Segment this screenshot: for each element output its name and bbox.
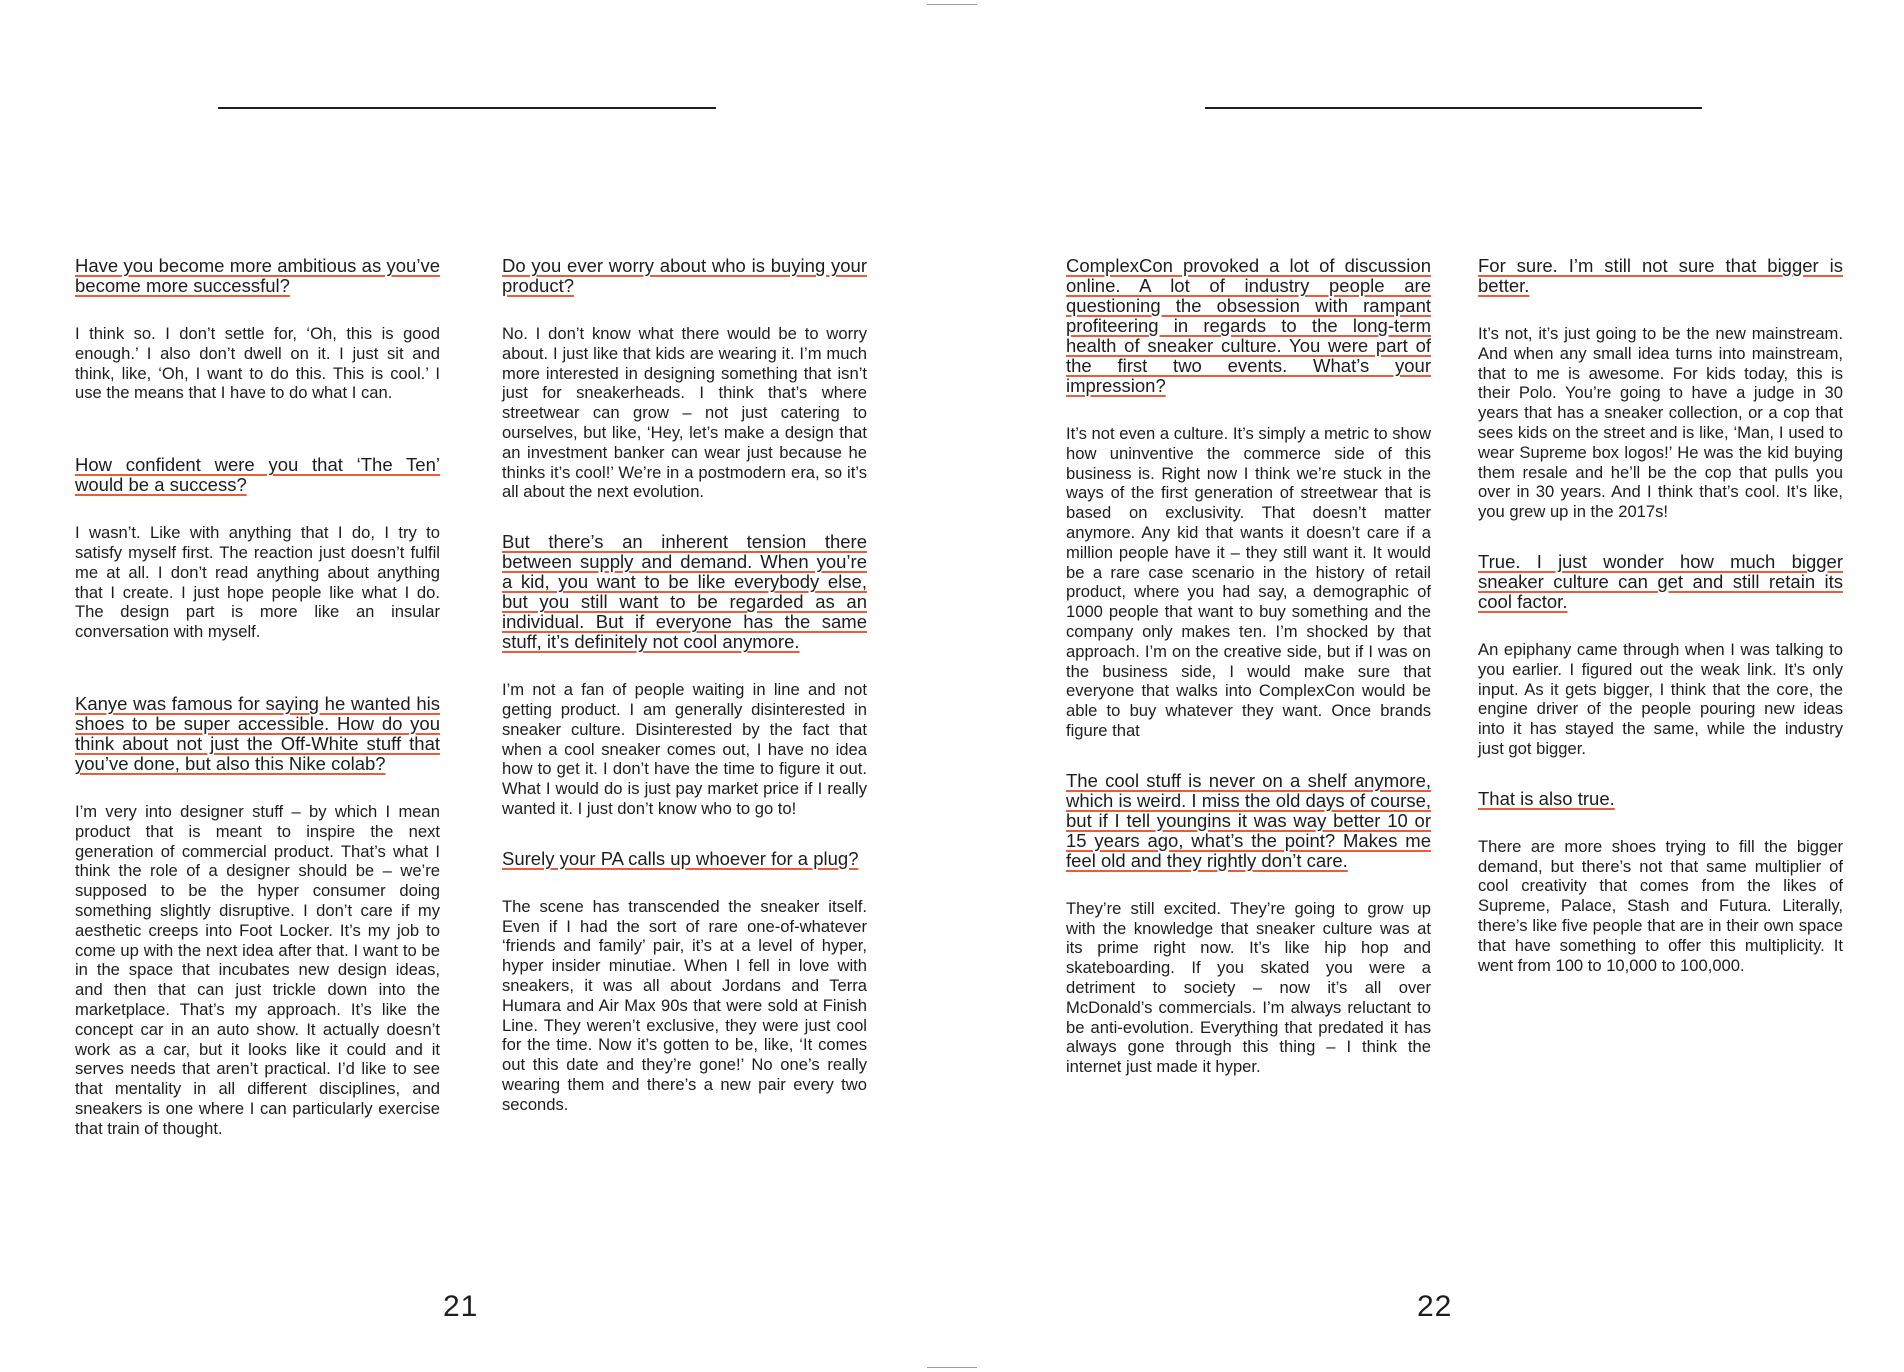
interview-question: Have you become more ambitious as you’ve become more successful? — [75, 255, 440, 296]
interview-question: ComplexCon provoked a lot of discussion online. A lot of industry people are questioning the obsession with rampant profiteering in regards to the long-term health of sneaker culture. You were part of the first two events. What’s your impression? — [1066, 255, 1431, 396]
interview-answer: It’s not, it’s just going to be the new mainstream. And when any small idea turns into mainstream, that to me is awesome. For kids today, this is their Polo. You’re going to have a judge in 30 years that has a sneaker collection, or a cop that sees kids on the street and is like, ‘Man, I used to wear Supreme box logos!’ He was the kid buying them resale and he’ll be the cop that pulls you over in 30 years. And I think that’s cool. It’s like, you grew up in the 2017s! — [1478, 324, 1843, 522]
page-number: 22 — [1417, 1290, 1453, 1323]
page-22 — [952, 0, 1904, 1372]
interview-answer: An epiphany came through when I was talking to you earlier. I figured out the weak link. It’s only input. As it gets bigger, I think that the core, the engine driver of the people pouring new ideas into it has stayed the same, while the industry just got bigger. — [1478, 639, 1843, 758]
header-rule — [1205, 107, 1702, 109]
interview-answer: The scene has transcended the sneaker itself. Even if I had the sort of rare one-of-whatever ‘friends and family’ pair, it’s at a level of hyper, hyper insider minutiae. When I fell in love with sneakers, it was all about Jordans and Terra Humara and Air Max 90s that were sold at Finish Line. They weren’t exclusive, they were just cool for the time. Now it’s gotten to be, like, ‘It comes out this date and they’re gone!’ No one’s really wearing them and there’s a new pair every two seconds. — [502, 896, 867, 1114]
header-rule — [218, 107, 716, 109]
interview-answer: They’re still excited. They’re going to grow up with the knowledge that sneaker culture was at its prime right now. It’s like hip hop and skateboarding. If you skated you were a detriment to society – now it’s all over McDonald’s commercials. I’m always reluctant to be anti-evolution. Everything that predated it has always gone through this thing – I think the internet just made it hyper. — [1066, 898, 1431, 1077]
interview-answer: It’s not even a culture. It’s simply a metric to show how uninventive the commerce side of this business is. Right now I think we’re stuck in the ways of the first generation of streetwear that is based on exclusivity. That doesn’t matter anymore. Any kid that wants it doesn’t care if a million people have it – they still want it. It would be a rare case scenario in the history of retail product, where you had say, a demographic of 1000 people that want to buy something and the company only makes ten. I’m shocked by that approach. I’m on the creative side, but if I was on the business side, I would make sure that everyone that walks into ComplexCon would be able to buy whatever they want. Once brands figure that — [1066, 424, 1431, 740]
interview-answer: I wasn’t. Like with anything that I do, I try to satisfy myself first. The reaction just doesn’t fulfil me at all. I don’t read anything about anything that I create. I just hope people like what I do. The design part is more like an insular conversation with myself. — [75, 523, 440, 642]
column-1 — [1066, 256, 1431, 1129]
interview-question: Kanye was famous for saying he wanted his shoes to be super accessible. How do you think about not just the Off-White stuff that you’ve done, but also this Nike colab? — [75, 692, 440, 774]
interview-question: The cool stuff is never on a shelf anymore, which is weird. I miss the old days of course, but if I tell youngins it was way better 10 or 15 years ago, what’s the point? Makes me feel old and they rightly don’t care. — [1066, 769, 1432, 871]
interview-question: How confident were you that ‘The Ten’ would be a success? — [75, 454, 440, 496]
interview-question: True. I just wonder how much bigger sneaker culture can get and still retain its cool factor. — [1478, 550, 1843, 612]
column-2 — [502, 256, 867, 1167]
column-1 — [75, 256, 440, 1191]
interview-answer: No. I don’t know what there would be to worry about. I just like that kids are wearing it. I’m much more interested in designing something that isn’t just for sneakerheads. I think that’s where streetwear can grow – not just catering to ourselves, but like, ‘Hey, let’s make a design that an investment banker can wear just because he thinks it’s cool!’ We’re in a postmodern era, so it’s all about the next evolution. — [502, 324, 867, 502]
interview-answer: I’m very into designer stuff – by which I mean product that is meant to inspire the next generation of commercial product. That’s what I think the role of a designer should be – we’re supposed to be the hyper consumer doing something slightly disruptive. I don’t care if my aesthetic creeps into Foot Locker. It’s my job to come up with the next idea after that. I want to be in the space that incubates new design ideas, and then that can just trickle down into the marketplace. That’s my approach. It’s like the concept car in an auto show. It actually doesn’t work as a car, but it looks like it could and it serves needs that aren’t practical. I’d like to see that mentality in all different disciplines, and sneakers is one where I can particularly exercise that train of thought. — [75, 801, 440, 1138]
interview-question: Surely your PA calls up whoever for a plug? — [502, 847, 859, 869]
interview-answer: I’m not a fan of people waiting in line and not getting product. I am generally disinterested in sneaker culture. Disinterested by the fact that when a cool sneaker comes out, I have no idea how to get it. I don’t have the time to figure it out. What I would do is just pay market price if I really wanted it. I just don’t know who to go to! — [502, 680, 867, 818]
interview-question: That is also true. — [1478, 787, 1615, 809]
page-number: 21 — [443, 1290, 479, 1323]
interview-question: But there’s an inherent tension there between supply and demand. When you’re a kid, you want to be like everybody else, but you still want to be regarded as an individual. But if everyone has the same stuff, it’s definitely not cool anymore. — [502, 531, 867, 653]
interview-question: For sure. I’m still not sure that bigger is better. — [1478, 255, 1843, 296]
interview-answer: There are more shoes trying to fill the bigger demand, but there’s not that same multiplier of cool creativity that comes from the likes of Supreme, Palace, Stash and Futura. Literally, there’s like five people that are in their own space that have something to offer this multiplicity. It went from 100 to 10,000 to 100,000. — [1478, 836, 1843, 975]
column-2 — [1478, 256, 1843, 1027]
interview-answer: I think so. I don’t settle for, ‘Oh, this is good enough.’ I also don’t dwell on it. I just sit and think, like, ‘Oh, I want to do this. This is cool.’ I use the means that I have to do what I can. — [75, 324, 440, 403]
interview-question: Do you ever worry about who is buying your product? — [502, 255, 867, 296]
